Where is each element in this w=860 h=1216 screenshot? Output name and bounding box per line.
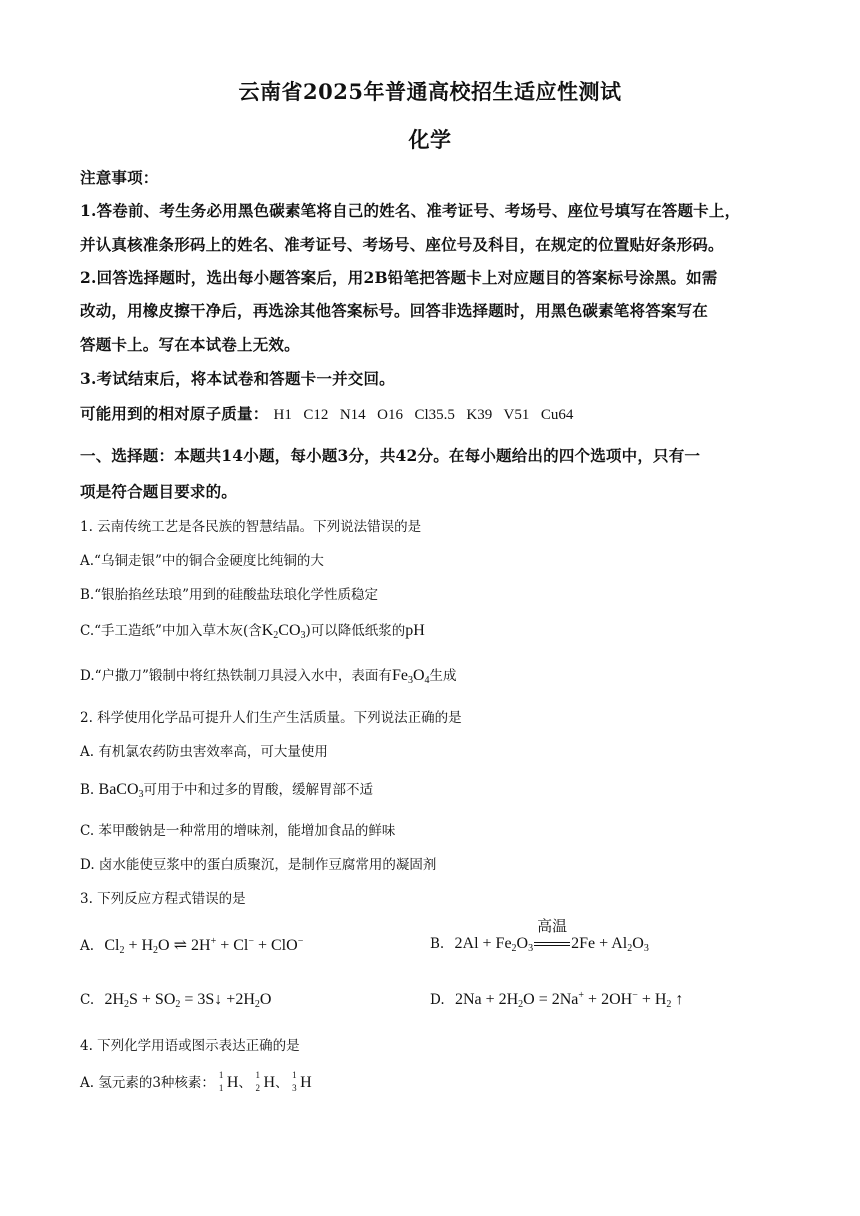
notice-line: 2.回答选择题时，选出每小题答案后，用2B铅笔把答题卡上对应题目的答案标号涂黑。如需 — [80, 268, 718, 287]
q2-option-c: C. 苯甲酸钠是一种常用的增味剂，能增加食品的鲜味 — [80, 823, 396, 839]
equation-d: $2Na + 2H_2O = 2Na^+ + 2OH^- + H_2$ ↑ — [454, 990, 684, 1010]
q1-option-d — [80, 664, 457, 685]
atomic-mass-row — [80, 402, 573, 424]
question-4-stem: 4. 下列化学用语或图示表达正确的是 — [80, 1038, 300, 1054]
q3-option-b-label: B. — [430, 936, 445, 952]
notice-line: 改动，用橡皮擦干净后，再选涂其他答案标号。回答非选择题时，用黑色碳素笔将答案写在 — [80, 301, 709, 320]
q1-option-d-text-2: 生成 — [429, 668, 457, 684]
q1-option-c-text: C.“手工造纸”中加入草木灰(含 — [80, 623, 262, 639]
hydrogen-isotopes: 1 1 H、 1 2 H、 1 3 H — [218, 1070, 312, 1094]
atomic-mass-label: 可能用到的相对原子质量： — [80, 404, 269, 423]
question-2-stem: 2. 科学使用化学品可提升人们生产生活质量。下列说法正确的是 — [80, 710, 462, 726]
section-heading: 一、选择题：本题共14小题，每小题3分，共42分。在每小题给出的四个选项中，只有一 — [80, 446, 701, 465]
condition-label: 高温 — [537, 917, 568, 935]
q1-option-c — [80, 619, 425, 640]
high-temp-condition — [533, 917, 571, 953]
subject-title: 化学 — [408, 127, 452, 152]
equation-c: $2H_2S + SO_2$ = 3S↓ $+2H_2O$ — [104, 991, 272, 1010]
question-3-stem: 3. 下列反应方程式错误的是 — [80, 891, 246, 907]
q2-option-d: D. 卤水能使豆浆中的蛋白质聚沉，是制作豆腐常用的凝固剂 — [80, 857, 437, 873]
section-heading: 项是符合题目要求的。 — [80, 482, 238, 501]
q3-option-c — [80, 991, 271, 1009]
q4-option-a — [80, 1071, 312, 1092]
q3-option-a-label: A. — [80, 938, 95, 954]
question-1-stem: 1. 云南传统工艺是各民族的智慧结晶。下列说法错误的是 — [80, 519, 422, 535]
q2-option-a: A. 有机氯农药防虫害效率高，可大量使用 — [80, 744, 328, 760]
q3-option-a — [80, 935, 303, 955]
q3-option-d-label: D. — [430, 992, 445, 1008]
q1-option-a: A.“乌铜走银”中的铜合金硬度比纯铜的大 — [80, 553, 324, 569]
notice-line: 并认真核准条形码上的姓名、准考证号、考场号、座位号及科目，在规定的位置贴好条形码。 — [80, 235, 724, 254]
q4-option-a-text: A. 氢元素的3种核素： — [80, 1075, 215, 1091]
q3-option-c-label: C. — [80, 992, 95, 1008]
atomic-mass-values: H1 C12 N14 O16 Cl35.5 K39 V51 Cu64 — [273, 407, 574, 423]
q2-option-b-label: B. — [80, 782, 95, 798]
q1-option-d-text: D.“户撒刀”锻制中将红热铁制刀具浸入水中，表面有 — [80, 668, 392, 684]
q2-option-b — [80, 778, 373, 799]
notice-line: 3.考试结束后，将本试卷和答题卡一并交回。 — [80, 369, 395, 388]
baco3-formula: BaCO$_3$ — [98, 781, 144, 800]
notice-line: 答题卡上。写在本试卷上无效。 — [80, 335, 300, 354]
ph-symbol: pH — [405, 622, 425, 639]
equation-a: $Cl_2 + H_2O$ ⇌ 2H+ + Cl− + ClO− — [104, 936, 304, 956]
k2co3-formula: $K_2CO_3$ — [261, 622, 306, 641]
fe3o4-formula: $Fe_3O_4$ — [391, 667, 430, 686]
q3-option-b — [430, 917, 649, 954]
equation-b: $2Al + Fe_2O_3$ 高温 $2Fe + Al_2O_3$ — [454, 917, 649, 954]
q2-option-b-text: 可用于中和过多的胃酸，缓解胃部不适 — [143, 782, 374, 798]
notice-heading: 注意事项： — [80, 168, 159, 187]
q1-option-b: B.“银胎掐丝珐琅”用到的硅酸盐珐琅化学性质稳定 — [80, 587, 379, 603]
exam-title: 云南省2025年普通高校招生适应性测试 — [238, 79, 622, 104]
q1-option-c-text-2: )可以降低纸浆的 — [305, 623, 406, 639]
notice-line: 1.答卷前、考生务必用黑色碳素笔将自己的姓名、准考证号、考场号、座位号填写在答题卡上， — [80, 201, 741, 220]
q3-option-d — [430, 991, 683, 1009]
